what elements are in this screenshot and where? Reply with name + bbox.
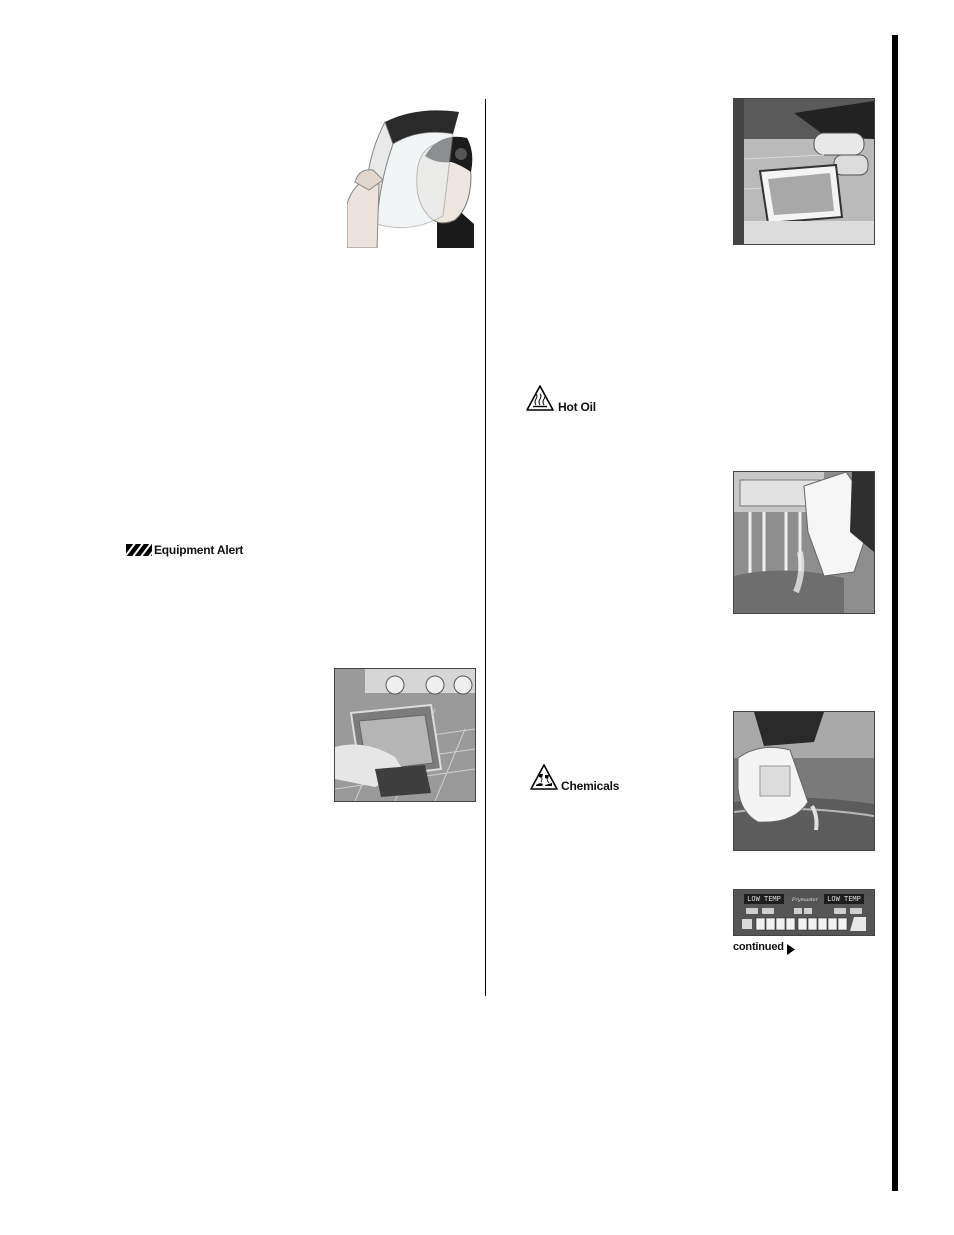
chemicals-label: Chemicals — [561, 779, 620, 793]
continued-label: continued — [733, 941, 784, 953]
chemical-hazard-warning-icon — [530, 764, 558, 790]
control-panel-photo — [733, 889, 875, 936]
page-edge-bar — [892, 35, 898, 1191]
control-button-row — [742, 907, 866, 915]
equipment-alert-label: Equipment Alert — [154, 543, 244, 557]
triangle-right-icon — [786, 942, 796, 953]
pouring-oil-photo — [733, 471, 875, 614]
hot-surface-warning-icon — [526, 385, 554, 411]
fryer-filter-photo — [733, 98, 875, 245]
hot-oil-label: Hot Oil — [558, 400, 596, 414]
right-display-readout: LOW TEMP — [824, 894, 864, 904]
brand-logo: Frymaster — [791, 897, 819, 903]
hatched-stripes-icon — [126, 543, 152, 555]
left-display-readout: LOW TEMP — [744, 894, 784, 904]
filter-pan-photo — [334, 668, 476, 802]
column-divider — [485, 99, 486, 996]
product-key-row — [742, 917, 866, 931]
face-shield-photo — [347, 104, 474, 248]
pouring-chemical-photo — [733, 711, 875, 851]
